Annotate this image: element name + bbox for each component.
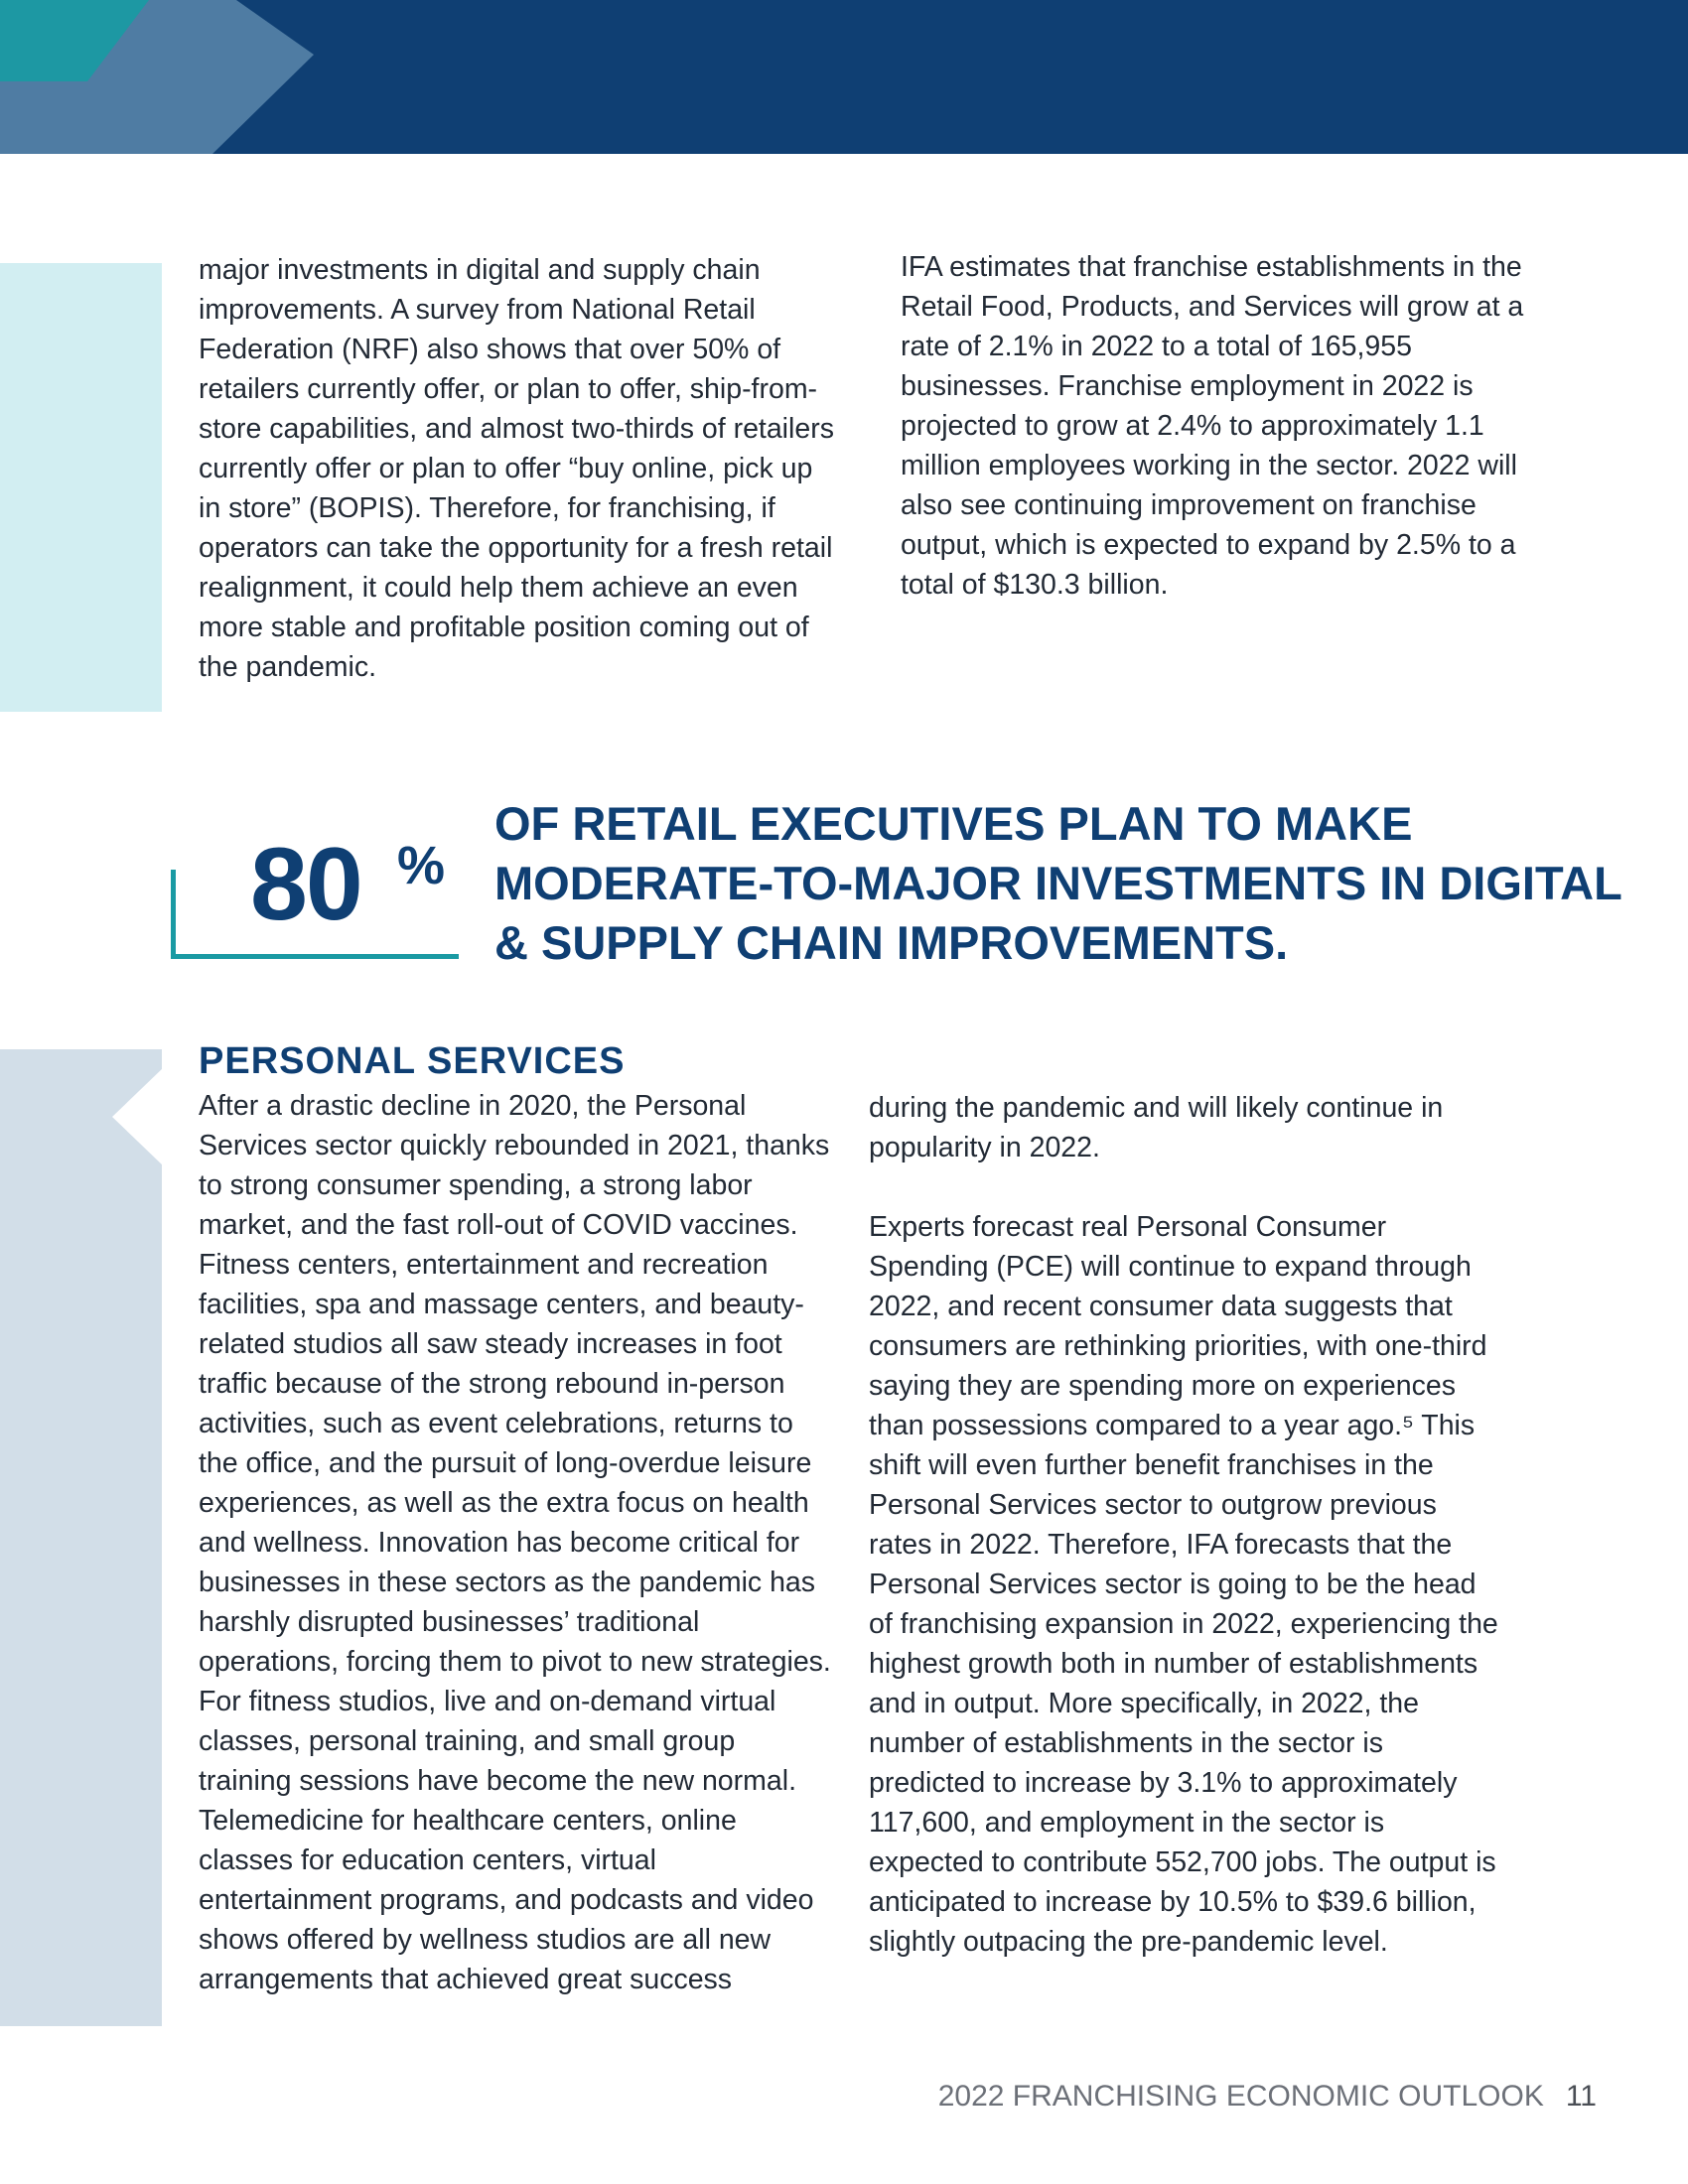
- header-chevron-decoration: [0, 0, 328, 154]
- personal-services-right-paragraph-2: Experts forecast real Personal Consumer Spending (PCE) will continue to expand through 2022, and recent consumer data suggests that consumers are rethinking priorities, with one-third saying they are spending more on experiences than possessions compared to a year ago.⁵ This shift will even further benefit franchises in the Personal Services sector to outgrow previous rates in 2022. Therefore, IFA forecasts that the Personal Services sector is going to be the head of franchising expansion in 2022, experiencing the highest growth both in number of establishments and in output. More specifically, in 2022, the number of establishments in the sector is predicted to increase by 3.1% to approximately 117,600, and employment in the sector is expected to contribute 552,700 jobs. The output is anticipated to increase by 10.5% to $39.6 billion, slightly outpacing the pre-pandemic level.: [869, 1211, 1498, 1958]
- personal-services-right-column: [869, 1088, 1504, 1962]
- top-left-column-text: major investments in digital and supply chain improvements. A survey from National Retail Federation (NRF) also shows that over 50% of retailers currently offer, or plan to offer, ship-from-store capabilities, and almost two-thirds of retailers currently offer or plan to offer “buy online, pick up in store” (BOPIS). Therefore, for franchising, if operators can take the opportunity for a fresh retail realignment, it could help them achieve an even more stable and profitable position coming out of the pandemic.: [199, 254, 834, 683]
- callout-statement: OF RETAIL EXECUTIVES PLAN TO MAKE MODERATE-TO-MAJOR INVESTMENTS IN DIGITAL & SUPPLY CHAIN IMPROVEMENTS.: [494, 797, 1621, 969]
- footer-title: 2022 FRANCHISING ECONOMIC OUTLOOK: [937, 2080, 1544, 2113]
- page-footer: [921, 2077, 1597, 2116]
- side-notch-decoration: [112, 1067, 164, 1166]
- callout-percent-sign: %: [397, 836, 446, 895]
- section-heading: PERSONAL SERVICES: [199, 1040, 626, 1082]
- personal-services-left-column-text: After a drastic decline in 2020, the Personal Services sector quickly rebounded in 2021, thanks to strong consumer spending, a strong labor market, and the fast roll-out of COVID vaccines. Fitness centers, entertainment and recreation facilities, spa and massage centers, and beauty-related studios all saw steady increases in foot traffic because of the strong rebound in-person activities, such as event celebrations, returns to the office, and the pursuit of long-overdue leisure experiences, as well as the extra focus on health and wellness. Innovation has become critical for businesses in these sectors as the pandemic has harshly disrupted businesses’ traditional operations, forcing them to pivot to new strategies. For fitness studios, live and on-demand virtual classes, personal training, and small group training sessions have become the new normal. Telemedicine for healthcare centers, online classes for education centers, virtual entertainment programs, and podcasts and video shows offered by wellness studios are all new arrangements that achieved great success: [199, 1090, 831, 1995]
- page-number: 11: [1565, 2080, 1597, 2113]
- top-right-column-text: IFA estimates that franchise establishments in the Retail Food, Products, and Services will grow at a rate of 2.1% in 2022 to a total of 165,955 businesses. Franchise employment in 2022 is projected to grow at 2.4% to approximately 1.1 million employees working in the sector. 2022 will also see continuing improvement on franchise output, which is expected to expand by 2.5% to a total of $130.3 billion.: [901, 251, 1524, 601]
- callout-number: 80: [250, 827, 361, 942]
- side-accent-bar-bottom: [0, 1049, 162, 2026]
- personal-services-right-paragraph-1: during the pandemic and will likely continue in popularity in 2022.: [869, 1092, 1444, 1163]
- side-accent-bar-top: [0, 263, 162, 712]
